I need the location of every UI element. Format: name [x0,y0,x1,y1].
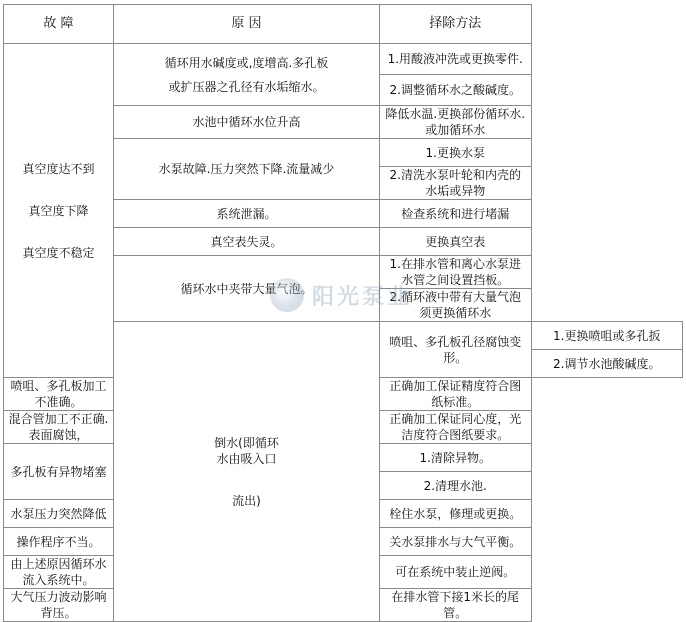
fix-cell: 2.调整循环水之酸碱度。 [380,75,532,106]
cause-cell: 多孔板有异物堵塞 [4,444,114,500]
fault-line: 真空度不稳定 [22,245,95,260]
fix-cell: 2.调节水池酸碱度。 [531,350,683,378]
fault-line: 真空度达不到 [22,161,95,176]
header-row [4,5,683,44]
fault-line: 水由吸入口 [216,451,277,466]
cause-cell [114,44,380,106]
cause-cell: 操作程序不当。 [4,528,114,556]
fault-line: 流出) [232,493,261,508]
cause-cell: 真空表失灵。 [114,228,380,256]
header-fix: 择除方法 [380,5,532,44]
fix-cell: 1.在排水管和离心水泵进水管之间设置挡板。 [380,256,532,289]
fix-cell: 降低水温.更换部份循环水.或加循环水 [380,106,532,139]
fault-line: 倒水(即循环 [214,435,279,450]
watermark-text: 阳光泵业 [312,284,413,310]
cause-cell: 混合管加工不正确.表面腐蚀， [4,411,114,444]
fix-cell: 2.循环液中带有大量气泡须更换循环水 [380,289,532,322]
cause-cell: 系统泄漏。 [114,200,380,228]
fix-cell: 2.清理水池. [380,472,532,500]
cause-cell: 由上述原因循环水流入系统中。 [4,556,114,589]
fix-cell: 正确加工保证同心度，光洁度符合图纸要求。 [380,411,532,444]
fix-cell: 1.更换喷咀或多孔扳 [531,322,683,350]
cause-cell: 水泵压力突然降低 [4,500,114,528]
cause-cell: 循环水中夹带大量气泡。 [114,256,380,322]
header-fault: 故 障 [4,5,114,44]
fix-cell: 1.更换水泵 [380,139,532,167]
fault-backflow [114,322,380,622]
fault-line: 真空度下降 [28,203,89,218]
cause-cell: 喷咀、多孔板加工不准确。 [4,378,114,411]
fix-cell: 1.用酸液冲洗或更换零件. [380,44,532,75]
table-row [4,44,683,75]
fix-cell: 检查系统和进行堵漏 [380,200,532,228]
cause-cell: 喷咀、多孔板孔径腐蚀变形。 [380,322,532,378]
fault-vacuum [4,44,114,378]
cause-cell: 大气压力波动影响背压。 [4,589,114,622]
fix-cell: 1.清除异物。 [380,444,532,472]
cause-cell: 水池中循环水位升高 [114,106,380,139]
header-cause: 原 因 [114,5,380,44]
fix-cell: 可在系统中装止逆阀。 [380,556,532,589]
fix-cell: 2.清洗水泵叶轮和内壳的水垢或异物 [380,167,532,200]
cause-line: 或扩压器之孔径有水垢缩水。 [168,79,325,94]
fix-cell: 正确加工保证精度符合图纸标准。 [380,378,532,411]
fix-cell: 关水泵排水与大气平衡。 [380,528,532,556]
fault-table [3,4,683,622]
fix-cell: 栓住水泵，修理或更换。 [380,500,532,528]
fix-cell: 更换真空表 [380,228,532,256]
cause-cell: 水泵故障.压力突然下降.流量减少 [114,139,380,200]
cause-line: 循环用水碱度或,度增高.多孔板 [164,55,329,70]
fix-cell: 在排水管下接1米长的尾管。 [380,589,532,622]
